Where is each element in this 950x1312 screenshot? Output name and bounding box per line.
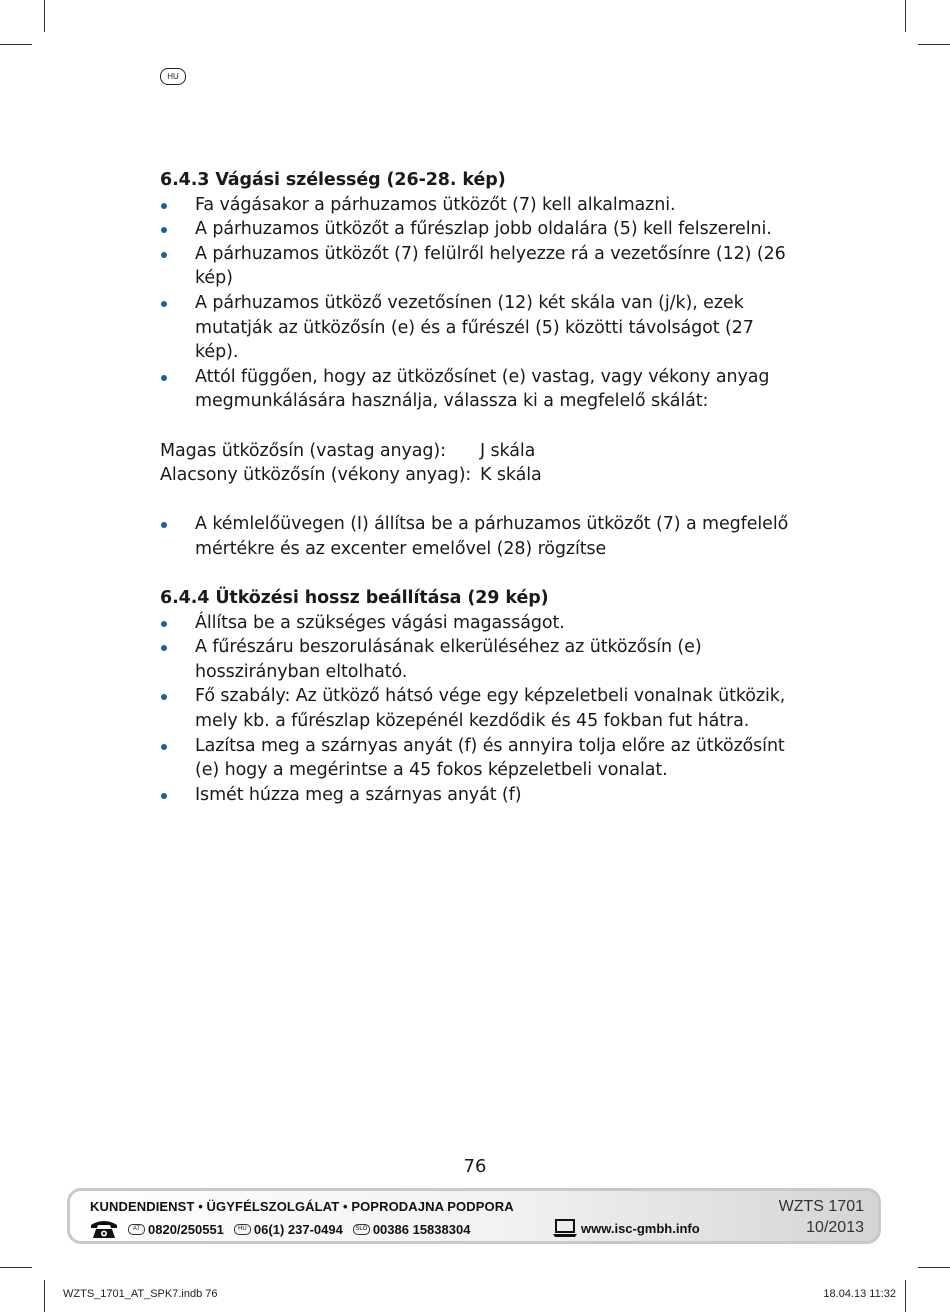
list-item: Lazítsa meg a szárnyas anyát (f) és annyira tolja előre az ütközősínt (e) hogy a megérintse a 45 fokos képzeletbeli vonalat. <box>160 734 800 783</box>
crop-mark <box>905 0 906 32</box>
crop-mark <box>44 1280 45 1312</box>
scale-value: J skála <box>480 440 536 461</box>
telephone-icon <box>90 1219 118 1239</box>
list-item: A párhuzamos ütközőt (7) felülről helyezze rá a vezetősínre (12) (26 kép) <box>160 242 800 291</box>
crop-mark <box>918 1267 950 1268</box>
scale-row <box>160 439 800 464</box>
list-item: Attól függően, hogy az ütközősínet (e) vastag, vagy vékony anyag megmunkálására használja, válassza ki a megfelelő skálát: <box>160 365 800 414</box>
section-heading: 6.4.4 Ütközési hossz beállítása (29 kép) <box>160 588 549 609</box>
list-item: A fűrészáru beszorulásának elkerüléséhez az ütközősín (e) hosszirányban eltolható. <box>160 635 800 684</box>
scale-label: Alacsony ütközősín (vékony anyag): <box>160 465 472 486</box>
phone-number: 00386 15838304 <box>372 1221 471 1237</box>
page-content <box>160 168 800 807</box>
country-badge: AT <box>128 1224 145 1235</box>
list-item: Ismét húzza meg a szárnyas anyát (f) <box>160 783 800 808</box>
list-item: A kémlelőüvegen (I) állítsa be a párhuzamos ütközőt (7) a megfelelő mértékre és az excenter emelővel (28) rögzítse <box>160 512 800 561</box>
list-item: Állítsa be a szükséges vágási magasságot. <box>160 611 800 636</box>
scale-value: K skála <box>480 465 542 486</box>
section-heading: 6.4.3 Vágási szélesség (26-28. kép) <box>160 170 506 190</box>
country-badge: SLO <box>353 1224 370 1235</box>
print-slug-timestamp: 18.04.13 11:32 <box>823 1288 896 1300</box>
bullet-list <box>160 512 800 561</box>
crop-mark <box>918 44 950 45</box>
model-number: WZTS 1701 <box>778 1198 864 1215</box>
service-title: KUNDENDIENST • ÜGYFÉLSZOLGÁLAT • POPRODAJNA PODPORA <box>90 1199 514 1214</box>
list-item: A párhuzamos ütközőt a fűrészlap jobb oldalára (5) kell felszerelni. <box>160 217 800 242</box>
crop-mark <box>0 44 32 45</box>
scale-label: Magas ütközősín (vastag anyag): <box>160 440 446 461</box>
crop-mark <box>0 1267 32 1268</box>
bullet-list <box>160 611 800 808</box>
service-phones <box>90 1219 470 1239</box>
list-item: Fő szabály: Az ütköző hátsó vége egy képzeletbeli vonalnak ütközik, mely kb. a fűrészlap közepénél kezdődik és 45 fokban fut hátra. <box>160 684 800 733</box>
service-website <box>552 1217 700 1239</box>
bullet-list <box>160 193 800 414</box>
phone-number: 06(1) 237-0494 <box>253 1221 343 1237</box>
laptop-icon <box>552 1218 578 1238</box>
crop-mark <box>44 0 45 32</box>
scale-row <box>160 463 800 488</box>
print-slug-file: WZTS_1701_AT_SPK7.indb 76 <box>63 1288 218 1300</box>
list-item: Fa vágásakor a párhuzamos ütközőt (7) kell alkalmazni. <box>160 193 800 218</box>
language-badge: HU <box>160 68 186 85</box>
country-badge: HU <box>234 1224 251 1235</box>
phone-number: 0820/250551 <box>148 1221 224 1237</box>
crop-mark <box>905 1280 906 1312</box>
list-item: A párhuzamos ütköző vezetősínen (12) két skála van (j/k), ezek mutatják az ütközősín (e) és a fűrészél (5) közötti távolságot (27 kép). <box>160 291 800 365</box>
page-number: 76 <box>463 1156 487 1177</box>
edition-date: 10/2013 <box>806 1219 864 1236</box>
model-info <box>779 1196 864 1238</box>
service-bar <box>67 1188 881 1244</box>
website-link[interactable]: www.isc-gmbh.info <box>581 1220 700 1236</box>
